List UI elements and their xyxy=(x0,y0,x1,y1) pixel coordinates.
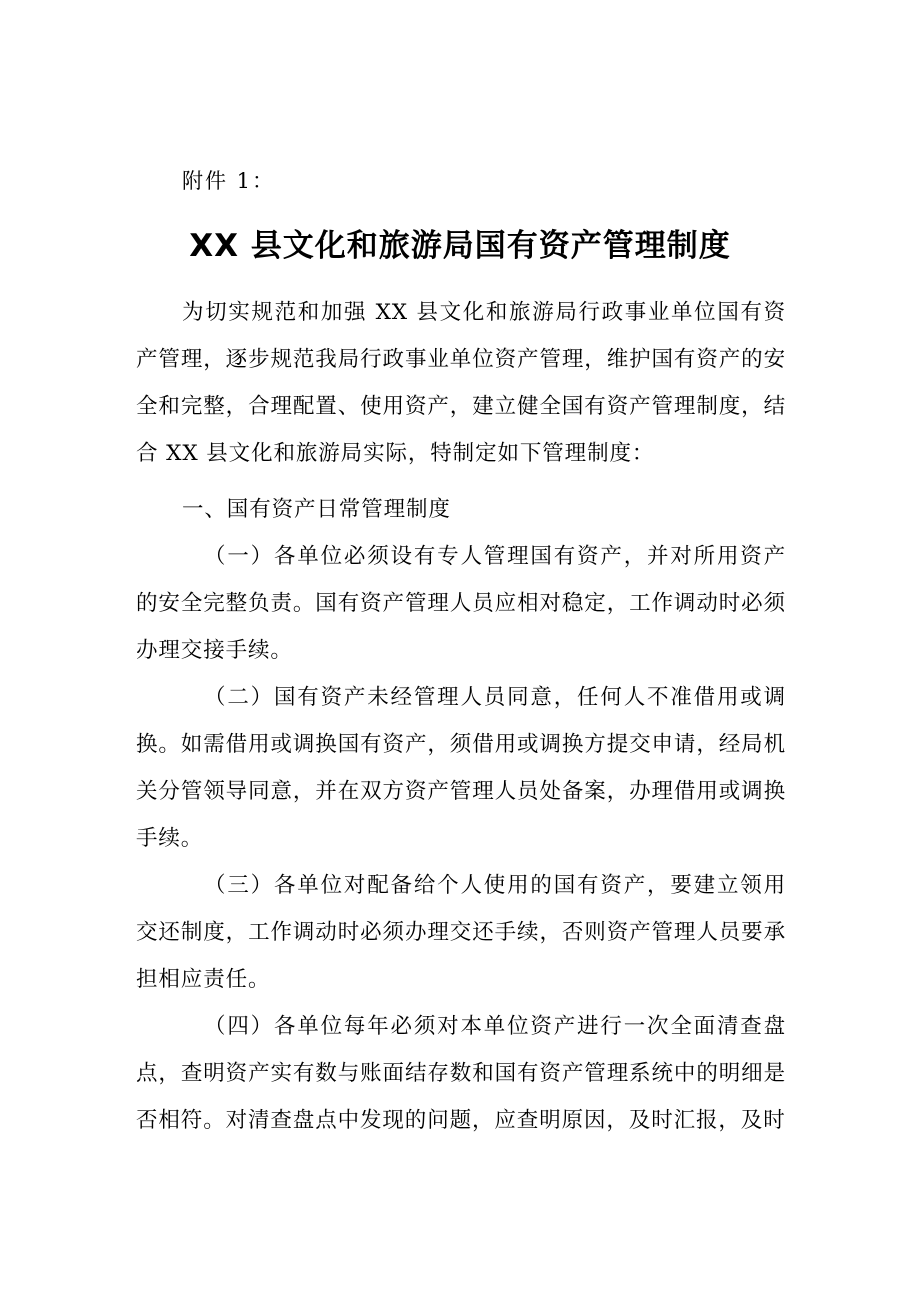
intro-paragraph: 为切实规范和加强 XX 县文化和旅游局行政事业单位国有资产管理，逐步规范我局行政事业单位资产管理，维护国有资产的安全和完整，合理配置、使用资产，建立健全国有资产管理制度，结合 XX 县文化和旅游局实际，特制定如下管理制度： xyxy=(136,300,786,466)
document-title: XX 县文化和旅游局国有资产管理制度 xyxy=(189,228,731,264)
list-item-1: （一）各单位必须设有专人管理国有资产，并对所用资产的安全完整负责。国有资产管理人员应相对稳定，工作调动时必须办理交接手续。 xyxy=(136,544,786,663)
attachment-label: 附件 1： xyxy=(182,169,276,193)
list-item-2: （二）国有资产未经管理人员同意，任何人不准借用或调换。如需借用或调换国有资产，须借用或调换方提交申请，经局机关分管领导同意，并在双方资产管理人员处备案，办理借用或调换手续。 xyxy=(136,685,786,851)
list-item-3: （三）各单位对配备给个人使用的国有资产，要建立领用交还制度，工作调动时必须办理交还手续，否则资产管理人员要承担相应责任。 xyxy=(136,873,786,992)
document-body xyxy=(136,289,786,1144)
section-heading-1: 一、国有资产日常管理制度 xyxy=(182,497,451,522)
list-item-4: （四）各单位每年必须对本单位资产进行一次全面清查盘点，查明资产实有数与账面结存数和国有资产管理系统中的明细是否相符。对清查盘点中发现的问题，应查明原因，及时汇报，及时 xyxy=(136,1014,786,1133)
